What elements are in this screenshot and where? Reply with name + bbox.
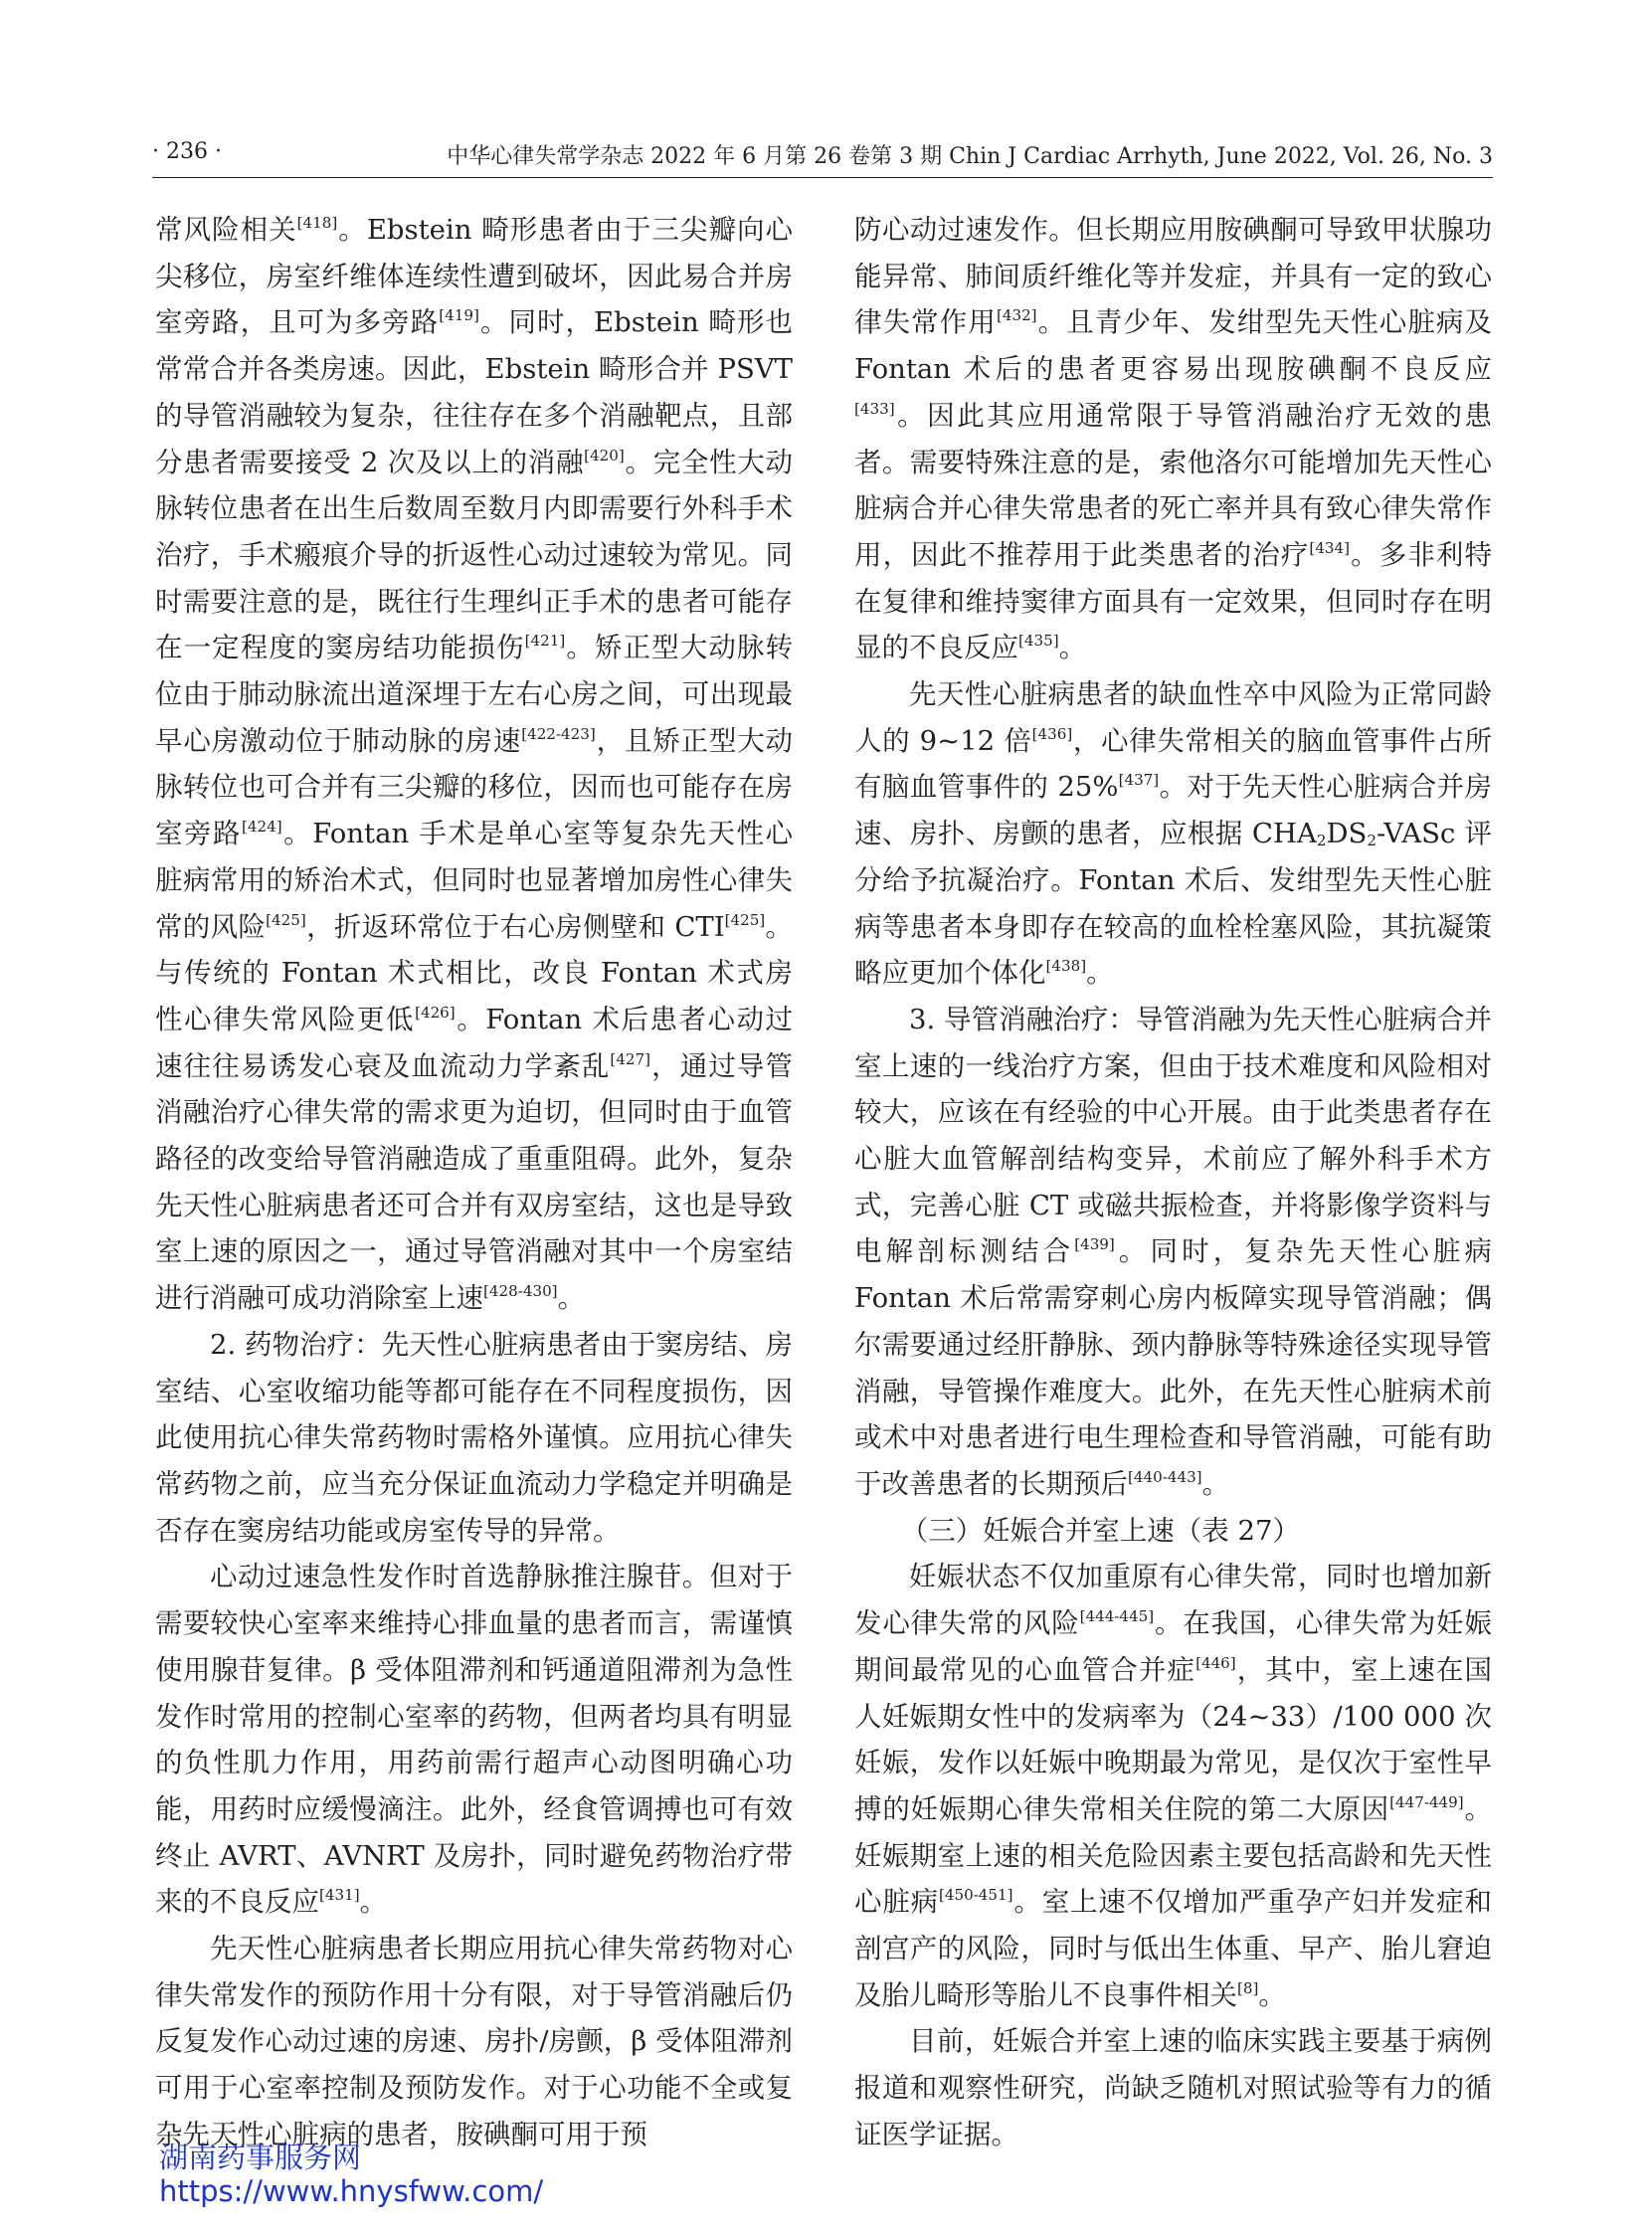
paragraph-long-term-drugs: 先天性心脏病患者长期应用抗心律失常药物对心律失常发作的预防作用十分有限，对于导管消融后仍反复发作心动过速的房速、房扑/房颤，β 受体阻滞剂可用于心室率控制及预防发作。对于心功能不全或复杂先天性心脏病的患者，胺碘酮可用于预 (155, 1933, 793, 2150)
watermark-site-name: 湖南药事服务网 (159, 2141, 362, 2174)
right-column (854, 207, 1492, 2158)
citation: [424] (242, 818, 282, 837)
page-number: · 236 · (152, 139, 222, 164)
paragraph-amiodarone: 防心动过速发作。但长期应用胺碘酮可导致甲状腺功能异常、肺间质纤维化等并发症，并具有一定的致心律失常作用[432]。且青少年、发绀型先天性心脏病及 Fontan 术后的患者更容易出现胺碘酮不良反应[433]。因此其应用通常限于导管消融治疗无效的患者。需要特殊注意的是，索他洛尔可能增加先天性心脏病合并心律失常患者的死亡率并具有致心律失常作用，因此不推荐用于此类患者的治疗[434]。多非利特在复律和维持窦律方面具有一定效果，但同时存在明显的不良反应[435]。 (854, 214, 1493, 664)
citation: [440-443] (1128, 1468, 1202, 1487)
citation: [418] (296, 214, 338, 233)
citation: [420] (584, 446, 625, 465)
citation: [433] (854, 399, 895, 418)
paragraph-stroke-risk: 先天性心脏病患者的缺血性卒中风险为正常同龄人的 9~12 倍[436]，心律失常相关的脑血管事件占所有脑血管事件的 25%[437]。对于先天性心脏病合并房速、房扑、房颤的患者，应根据 $CHA_2DS_2$-VASc 评分给予抗凝治疗。Fontan 术后、发绀型先天性心脏病等患者本身即存在较高的血栓栓塞风险，其抗凝策略应更加个体化[438]。 (854, 678, 1493, 990)
citation: [444-445] (1079, 1607, 1155, 1626)
paragraph-pregnancy: 妊娠状态不仅加重原有心律失常，同时也增加新发心律失常的风险[444-445]。在我国，心律失常为妊娠期间最常见的心血管合并症[446]，其中，室上速在国人妊娠期女性中的发病率为（24~33）/100 000 次妊娠，发作以妊娠中晚期最为常见，是仅次于室性早搏的妊娠期心律失常相关住院的第二大原因[447-449]。妊娠期室上速的相关危险因素主要包括高龄和先天性心脏病[450-451]。室上速不仅增加严重孕产妇并发症和剖宫产的风险，同时与低出生体重、早产、胎儿窘迫及胎儿畸形等胎儿不良事件相关[8]。 (854, 1561, 1493, 2011)
citation: [422-423] (521, 724, 596, 743)
header-rule (152, 177, 1493, 178)
citation: [450-451] (938, 1886, 1013, 1905)
citation: [427] (610, 1049, 651, 1068)
journal-citation: 中华心律失常学杂志 2022 年 6 月第 26 卷第 3 期 Chin J Cardiac Arrhyth, June 2022, Vol. 26, No. 3 (447, 144, 1493, 169)
citation: [425] (724, 910, 766, 929)
paragraph-evidence: 目前，妊娠合并室上速的临床实践主要基于病例报道和观察性研究，尚缺乏随机对照试验等有力的循证医学证据。 (854, 2025, 1492, 2150)
citation: [446] (1195, 1653, 1236, 1672)
citation: [435] (1018, 632, 1059, 651)
citation: [436] (1031, 724, 1073, 743)
citation: [432] (996, 306, 1037, 325)
citation: [434] (1309, 539, 1351, 558)
citation: [425] (266, 910, 306, 929)
watermark-url[interactable]: https://www.hnysfww.com/ (159, 2174, 544, 2208)
section-heading-pregnancy: （三）妊娠合并室上速（表 27） (900, 1514, 1300, 1547)
running-header (152, 135, 1493, 175)
paragraph-congenital-arrhythmia: 常风险相关[418]。Ebstein 畸形患者由于三尖瓣向心尖移位，房室纤维体连续性遭到破坏，因此易合并房室旁路，且可为多旁路[419]。同时，Ebstein 畸形也常常合并各类房速。因此，Ebstein 畸形合并 PSVT 的导管消融较为复杂，往往存在多个消融靶点，且部分患者需要接受 2 次及以上的消融[420]。完全性大动脉转位患者在出生后数周至数月内即需要行外科手术治疗，手术瘢痕介导的折返性心动过速较为常见。同时需要注意的是，既往行生理纠正手术的患者可能存在一定程度的窦房结功能损伤[421]。矫正型大动脉转位由于肺动脉流出道深埋于左右心房之间，可出现最早心房激动位于肺动脉的房速[422-423]，且矫正型大动脉转位也可合并有三尖瓣的移位，因而也可能存在房室旁路[424]。Fontan 手术是单心室等复杂先天性心脏病常用的矫治术式，但同时也显著增加房性心律失常的风险[425]，折返环常位于右心房侧壁和 CTI[425]。与传统的 Fontan 术式相比，改良 Fontan 术式房性心律失常风险更低[426]。Fontan 术后患者心动过速往往易诱发心衰及血流动力学紊乱[427]，通过导管消融治疗心律失常的需求更为迫切，但同时由于血管路径的改变给导管消融造成了重重阻碍。此外，复杂先天性心脏病患者还可合并有双房室结，这也是导致室上速的原因之一，通过导管消融对其中一个房室结进行消融可成功消除室上速[428-430]。 (155, 214, 794, 1315)
citation: [421] (524, 632, 566, 651)
citation: [419] (439, 306, 479, 325)
citation: [428-430] (483, 1282, 558, 1301)
citation: [438] (1045, 957, 1087, 976)
citation: [439] (1074, 1235, 1115, 1254)
citation: [431] (319, 1886, 360, 1905)
citation: [437] (1118, 771, 1160, 790)
citation: [447-449] (1389, 1793, 1464, 1812)
paragraph-catheter-ablation: 3. 导管消融治疗：导管消融为先天性心脏病合并室上速的一线治疗方案，但由于技术难度和风险相对较大，应该在有经验的中心开展。由于此类患者存在心脏大血管解剖结构变异，术前应了解外科手术方式，完善心脏 CT 或磁共振检查，并将影像学资料与电解剖标测结合[439]。同时，复杂先天性心脏病 Fontan 术后常需穿刺心房内板障实现导管消融；偶尔需要通过经肝静脉、颈内静脉等特殊途径实现导管消融，导管操作难度大。此外，在先天性心脏病术前或术中对患者进行电生理检查和导管消融，可能有助于改善患者的长期预后[440-443]。 (854, 1003, 1493, 1500)
citation: [8] (1237, 1978, 1259, 1997)
paragraph-drug-therapy: 2. 药物治疗：先天性心脏病患者由于窦房结、房室结、心室收缩功能等都可能存在不同程度损伤，因此使用抗心律失常药物时需格外谨慎。应用抗心律失常药物之前，应当充分保证血流动力学稳定并明确是否存在窦房结功能或房室传导的异常。 (155, 1328, 793, 1547)
left-column (155, 207, 793, 2158)
citation: [426] (415, 1004, 456, 1023)
paragraph-acute-episode: 心动过速急性发作时首选静脉推注腺苷。但对于需要较快心室率来维持心排血量的患者而言，需谨慎使用腺苷复律。β 受体阻滞剂和钙通道阻滞剂为急性发作时常用的控制心室率的药物，但两者均具有明显的负性肌力作用，用药前需行超声心动图明确心功能，用药时应缓慢滴注。此外，经食管调搏也可有效终止 AVRT、AVNRT 及房扑，同时避免药物治疗带来的不良反应[431]。 (155, 1561, 793, 1919)
